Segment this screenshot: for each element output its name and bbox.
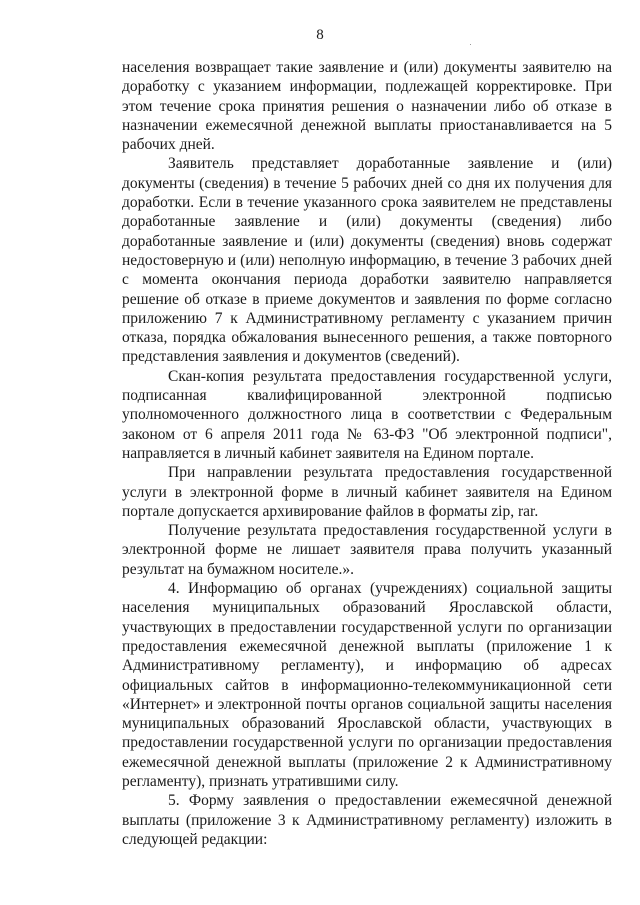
paragraph-continuation: населения возвращает такие заявление и (или) документы заявителю на доработку с указанием информации, подлежащей корректировке. При этом течение срока принятия решения о назначении либо об отказе в назначении ежемесячной денежной выплаты приостанавливается на 5 рабочих дней. (122, 59, 612, 154)
paragraph-item-5: 5. Форму заявления о предоставлении ежемесячной денежной выплаты (приложение 3 к Административному регламенту) изложить в следующей редакции: (122, 792, 612, 848)
scan-speck (470, 44, 471, 45)
paragraph-paper-result: Получение результата предоставления государственной услуги в электронной форме не лишает заявителя права получить указанный результат на бумажном носителе.». (122, 522, 612, 578)
paragraph-item-4: 4. Информацию об органах (учреждениях) социальной защиты населения муниципальных образований Ярославской области, участвующих в предоставлении государственной услуги по организации предоставления ежемесячной денежной выплаты (приложение 1 к Административному регламенту), и информацию об адресах официальных сайтов в информационно-телекоммуникационной сети «Интернет» и электронной почты органов социальной защиты населения муниципальных образований Ярославской области, участвующих в предоставлении государственной услуги по организации предоставления ежемесячной денежной выплаты (приложение 2 к Административному регламенту), признать утратившими силу. (122, 580, 612, 790)
document-body (122, 58, 612, 849)
paragraph-scan-copy: Скан-копия результата предоставления государственной услуги, подписанная квалифицированной электронной подписью уполномоченного должностного лица в соответствии с Федеральным законом от 6 апреля 2011 года № 63-ФЗ "Об электронной подписи", направляется в личный кабинет заявителя на Едином портале. (122, 367, 612, 462)
page-number: 8 (316, 27, 324, 43)
paragraph-archiving: При направлении результата предоставления государственной услуги в электронной форме в личный кабинет заявителя на Едином портале допускается архивирование файлов в форматы zip, rar. (122, 464, 612, 520)
paragraph-resubmission-terms: Заявитель представляет доработанные заявление и (или) документы (сведения) в течение 5 рабочих дней со дня их получения для доработки. Если в течение указанного срока заявителем не представлены доработанные заявление и (или) документы (сведения) либо доработанные заявление и (или) документы (сведения) вновь содержат недостоверную и (или) неполную информацию, в течение 3 рабочих дней с момента окончания периода доработки заявителю направляется решение об отказе в приеме документов и заявления по форме согласно приложению 7 к Административному регламенту с указанием причин отказа, порядка обжалования вынесенного решения, а также повторного представления заявления и документов (сведений). (122, 155, 612, 366)
